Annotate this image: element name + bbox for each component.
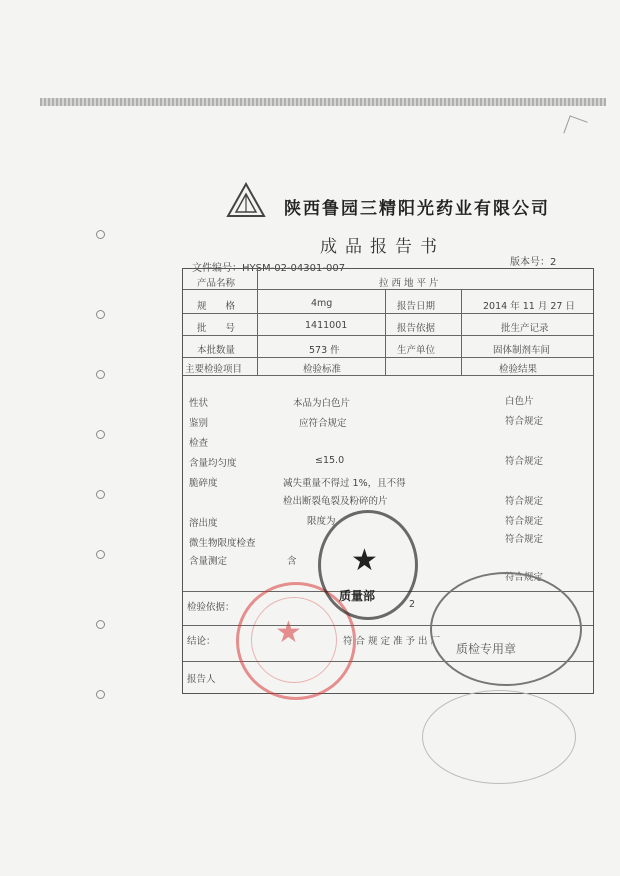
test-item: 微生物限度检查 bbox=[189, 538, 256, 549]
test-standard: 检出断裂龟裂及粉碎的片 bbox=[283, 496, 388, 507]
binding-hole bbox=[96, 690, 105, 699]
col-item-header: 主要检验项目 bbox=[185, 364, 243, 375]
test-result: 白色片 bbox=[505, 396, 534, 407]
test-item: 脆碎度 bbox=[189, 478, 218, 489]
basis-value: 批生产记录 bbox=[501, 323, 549, 334]
test-result: 符合规定 bbox=[505, 516, 544, 527]
test-standard: 本品为白色片 bbox=[293, 398, 351, 409]
basis-label: 报告依据 bbox=[397, 323, 436, 334]
faint-seal-impression bbox=[422, 690, 576, 784]
test-standard: ≤15.0 bbox=[315, 455, 345, 466]
test-standard: 含 bbox=[287, 556, 297, 567]
test-item: 含量均匀度 bbox=[189, 458, 237, 469]
company-name: 陕西鲁园三精阳光药业有限公司 bbox=[284, 199, 550, 219]
doc-number-value: HYSM-02-04301-007 bbox=[242, 263, 346, 274]
quantity-label: 本批数量 bbox=[197, 345, 236, 356]
spec-value: 4mg bbox=[311, 298, 333, 309]
test-result: 符合规定 bbox=[505, 534, 544, 545]
quality-dept-label: 质量部 bbox=[339, 589, 376, 603]
inspection-basis-value: 2 bbox=[409, 599, 416, 610]
version-number bbox=[510, 253, 556, 268]
quality-control-label: 质检专用章 bbox=[456, 642, 517, 656]
product-name-value: 拉西地平片 bbox=[379, 278, 442, 289]
test-standard: 限度为 bbox=[307, 516, 336, 527]
test-result: 符合规定 bbox=[505, 456, 544, 467]
test-item: 溶出度 bbox=[189, 518, 218, 529]
quantity-value: 573 件 bbox=[309, 345, 340, 356]
company-logo-icon bbox=[226, 182, 266, 218]
binding-hole bbox=[96, 370, 105, 379]
reporter-label: 报告人 bbox=[187, 674, 216, 685]
unit-value: 固体制剂车间 bbox=[493, 345, 551, 356]
binding-hole bbox=[96, 490, 105, 499]
unit-label: 生产单位 bbox=[397, 345, 436, 356]
test-result: 符合规定 bbox=[505, 496, 544, 507]
test-item: 性状 bbox=[189, 398, 209, 409]
test-item: 含量测定 bbox=[189, 556, 228, 567]
star-icon: ★ bbox=[275, 615, 302, 650]
test-result: 符合规定 bbox=[505, 572, 544, 583]
page-title: 成品报告书 bbox=[320, 237, 445, 257]
binding-hole bbox=[96, 310, 105, 319]
batch-label: 批 号 bbox=[197, 323, 236, 334]
binding-hole bbox=[96, 430, 105, 439]
version-value: 2 bbox=[550, 257, 557, 268]
batch-value: 1411001 bbox=[305, 320, 348, 331]
col-standard-header: 检验标准 bbox=[303, 364, 342, 375]
star-icon: ★ bbox=[351, 543, 378, 578]
page-corner-mark bbox=[563, 115, 587, 139]
test-item: 鉴别 bbox=[189, 418, 209, 429]
binding-hole bbox=[96, 620, 105, 629]
test-result: 符合规定 bbox=[505, 416, 544, 427]
binding-holes bbox=[96, 230, 104, 710]
conclusion-label: 结论： bbox=[187, 636, 216, 647]
test-standard: 应符合规定 bbox=[299, 418, 347, 429]
inspection-basis-label: 检验依据： bbox=[187, 602, 235, 613]
test-standard: 减失重量不得过 1%，且不得 bbox=[283, 478, 406, 489]
binding-hole bbox=[96, 230, 105, 239]
col-result-header: 检验结果 bbox=[499, 364, 538, 375]
doc-number-label: 文件编号： bbox=[192, 263, 242, 274]
report-date-value: 2014 年 11 月 27 日 bbox=[483, 301, 575, 312]
spec-label: 规 格 bbox=[197, 301, 236, 312]
product-name-label: 产品名称 bbox=[197, 278, 236, 289]
report-date-label: 报告日期 bbox=[397, 301, 436, 312]
binding-hole bbox=[96, 550, 105, 559]
quality-dept-seal bbox=[318, 510, 418, 620]
test-item: 检查 bbox=[189, 438, 209, 449]
conclusion-value: 符合规定准予出厂 bbox=[343, 636, 444, 647]
scan-artifact-line bbox=[40, 98, 606, 106]
quality-control-seal bbox=[430, 572, 582, 686]
version-label: 版本号： bbox=[510, 257, 550, 268]
